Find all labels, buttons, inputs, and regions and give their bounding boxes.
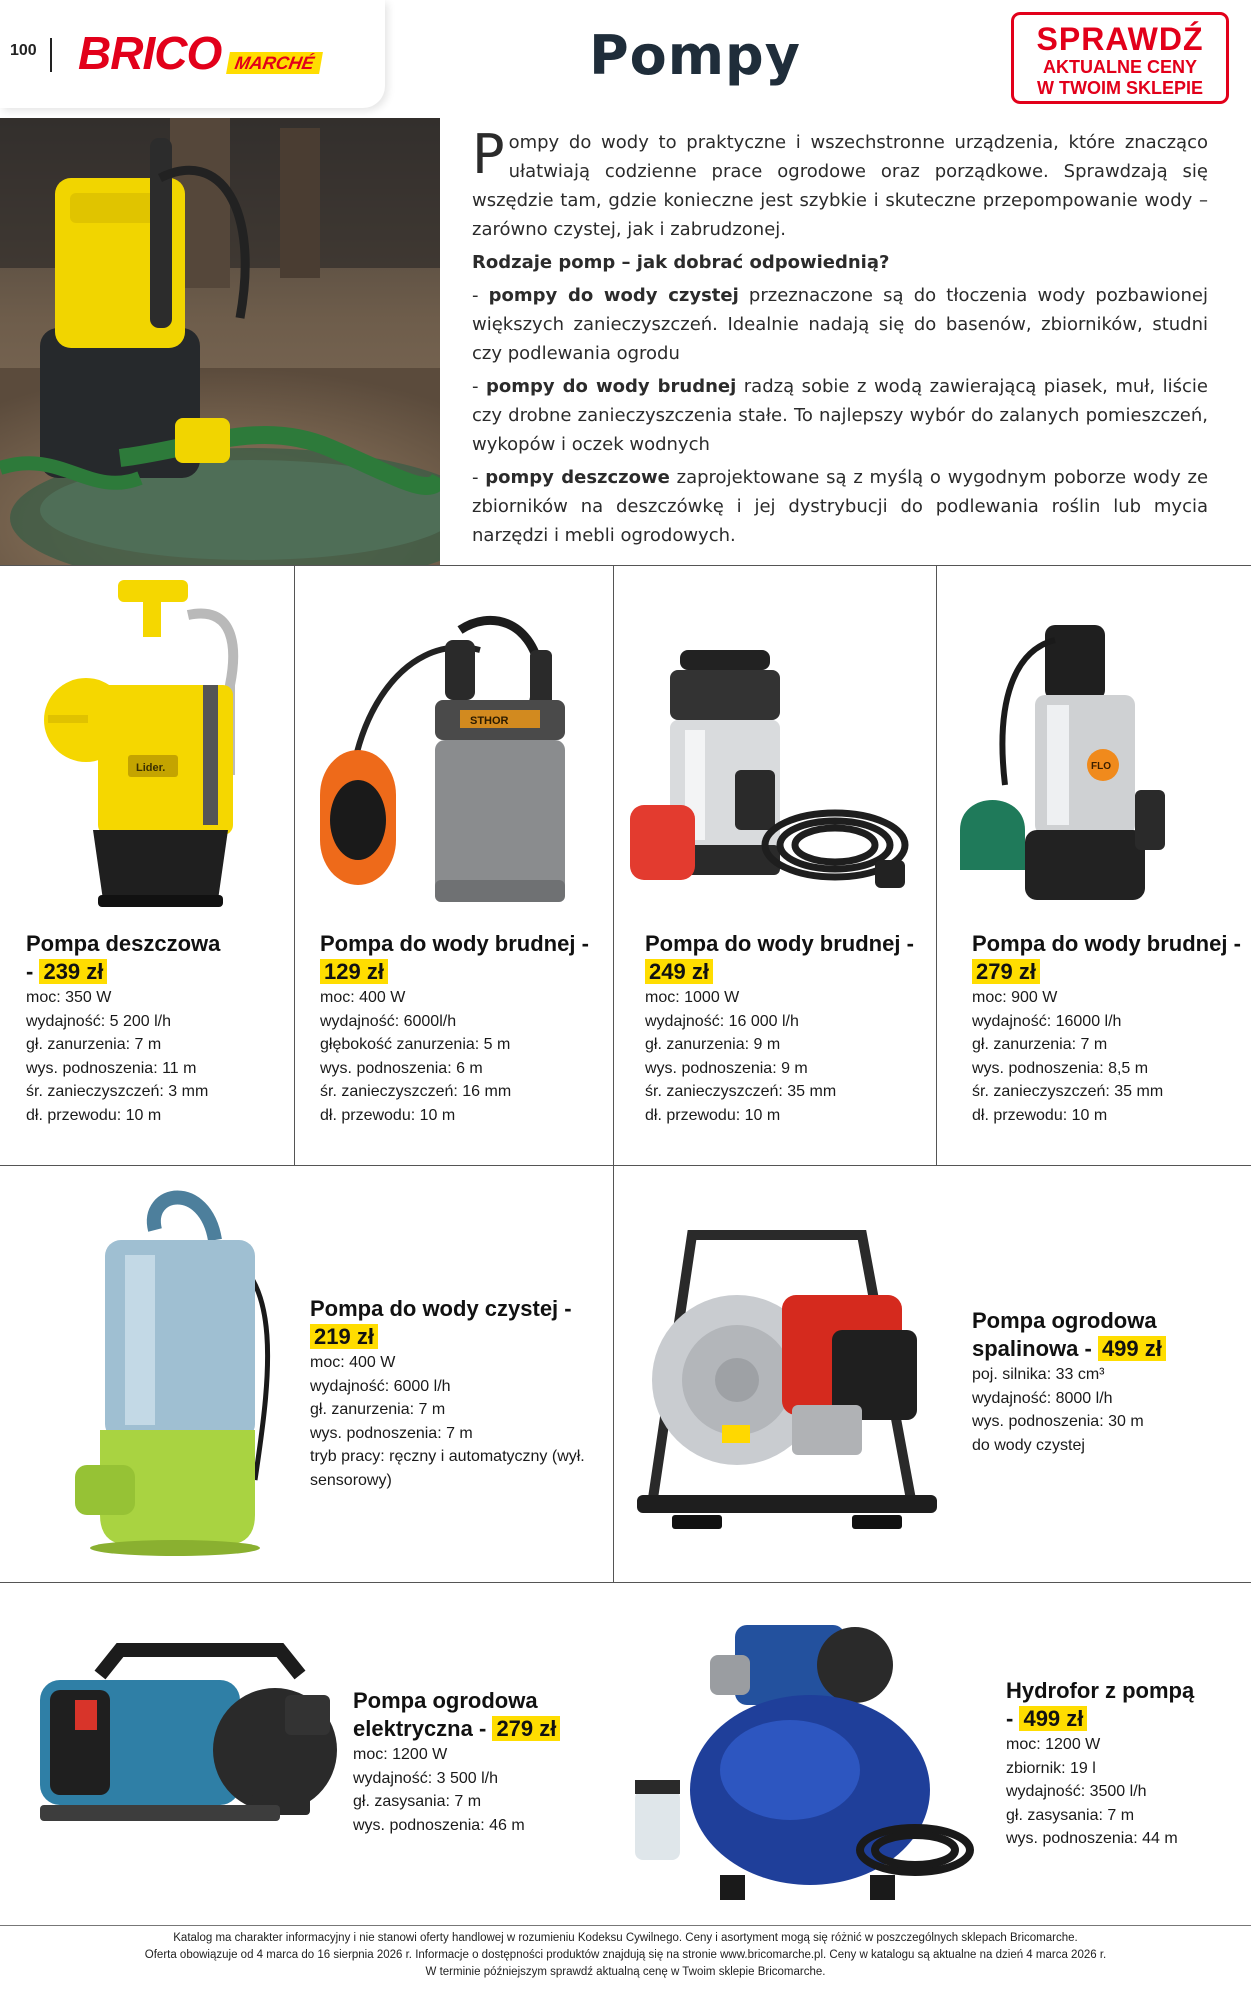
product-spec: moc: 350 W [26,989,112,1006]
product-name [645,930,930,986]
page-number-divider [50,38,52,72]
product-name-dash: - [906,931,914,956]
pump-type-dirty-water [472,372,1208,459]
product-image-petrol-pump [622,1195,952,1550]
intro-text [472,123,1209,554]
pump-type-label: pompy do wody czystej [488,285,739,306]
hero-photo-illustration [0,118,440,565]
product-name [320,930,605,986]
check-prices-line2: W TWOIM SKLEPIE [1037,78,1203,98]
brand-label: Lider. [136,762,166,774]
dirty-pump-flo-illustration [955,620,1195,910]
pump-type-label: pompy do wody brudnej [486,376,737,397]
product-price: 249 zł [645,959,713,984]
product-spec: dł. przewodu: 10 m [972,1106,1108,1124]
grid-divider [0,1165,1251,1166]
product-name-text: Pompa do wody czystej [310,1296,559,1321]
product-price: 499 zł [1019,1706,1087,1731]
product-name-text: Pompa do wody brudnej [320,931,576,956]
product-name-dash: - [581,931,589,956]
product-name-dash: - [1233,931,1241,956]
product-spec: głębokość zanurzenia: 5 m [320,1036,511,1053]
grid-divider [0,565,1251,566]
intro-heading: Rodzaje pomp – jak dobrać odpowiednią? [472,252,890,273]
product-name-text: Pompa ogrodowa spalinowa [972,1308,1157,1361]
grid-divider [613,566,614,1165]
product-spec: wys. podnoszenia: 6 m [320,1059,483,1077]
product-spec: wys. podnoszenia: 46 m [353,1816,525,1834]
product-spec: wys. podnoszenia: 44 m [1006,1830,1178,1847]
product-spec: wys. podnoszenia: 9 m [645,1059,808,1077]
pump-type-dash: - [472,376,486,397]
pump-type-label: pompy deszczowe [485,467,670,488]
brand-label: FLO [1091,761,1111,772]
product-image-rain-pump [38,575,253,915]
product-spec: wydajność: 8000 l/h [972,1389,1113,1407]
product-image-dirty-pump-flo [955,620,1195,910]
product-spec: dł. przewodu: 10 m [645,1106,781,1124]
product-spec: wydajność: 16 000 l/h [645,1012,799,1030]
product-image-dirty-pump-inox [625,645,915,905]
intro-dropcap: P [472,123,505,186]
page-header [0,0,1251,118]
product-spec: gł. zanurzenia: 7 m [310,1401,446,1418]
footer-line-1: Katalog ma charakter informacyjny i nie stanowi oferty handlowej w rozumieniu Kodeksu Cywilnego. Ceny i asortyment mogą się różnić w poszczególnych sklepach Bricomarche. [173,1932,1078,1944]
dirty-pump-inox-illustration [625,645,915,905]
product-image-clean-water-pump [55,1180,285,1560]
product-price: 239 zł [39,959,107,984]
product-spec: poj. silnika: 33 cm³ [972,1366,1105,1383]
check-prices-main: SPRAWDŹ [1036,21,1204,57]
product-name [353,1687,613,1743]
pump-type-description: przeznaczone są do tłoczenia wody pozbawionej większych zanieczyszczeń. Idealnie nadają się do basenów, zbiorników, studni czy podlewania ogrodu [472,285,1208,364]
product-spec: do wody czystej [972,1436,1085,1454]
brand-label: STHOR [470,715,509,727]
product-card-petrol-pump [972,1307,1242,1457]
product-spec: moc: 1200 W [1006,1736,1101,1753]
product-spec: wydajność: 3 500 l/h [353,1769,498,1787]
product-spec: dł. przewodu: 10 m [320,1106,456,1124]
product-card-dirty-pump-249 [645,930,930,1127]
pump-type-rain-water [472,463,1208,550]
product-spec: wys. podnoszenia: 8,5 m [972,1059,1149,1077]
hero-photo-pump-in-garden [0,118,440,565]
header-logo-tab [0,0,385,108]
product-spec: gł. zanurzenia: 7 m [972,1036,1108,1053]
product-name-dash: - [26,959,34,984]
product-spec: śr. zanieczyszczeń: 35 mm [645,1083,837,1100]
product-name [310,1295,610,1351]
product-spec: gł. zasysania: 7 m [353,1793,482,1810]
product-spec: wydajność: 3500 l/h [1006,1783,1147,1800]
page-number: 100 [10,42,37,59]
product-spec: wydajność: 6000l/h [320,1012,457,1030]
product-price: 499 zł [1098,1336,1166,1361]
product-spec: wydajność: 5 200 l/h [26,1012,171,1030]
product-spec: moc: 1200 W [353,1746,448,1763]
product-name-text: Hydrofor z pompą [1006,1678,1195,1703]
product-card-electric-garden-pump [353,1687,613,1837]
product-spec: śr. zanieczyszczeń: 16 mm [320,1083,512,1100]
product-image-electric-garden-pump [20,1635,345,1845]
logo-brico-text: BRICO [78,27,222,79]
product-spec: wys. podnoszenia: 30 m [972,1413,1144,1430]
intro-paragraph [472,123,1208,244]
product-spec: śr. zanieczyszczeń: 3 mm [26,1083,209,1100]
product-spec: gł. zasysania: 7 m [1006,1806,1135,1824]
product-name-text: Pompa ogrodowa elektryczna [353,1688,538,1741]
product-card-rain-pump [26,930,286,1127]
hydrophore-illustration [625,1605,980,1910]
product-price: 219 zł [310,1324,378,1349]
product-name-text: Pompa deszczowa [26,931,221,956]
product-name [972,1307,1242,1363]
product-price: 279 zł [972,959,1040,984]
product-card-hydrophore [1006,1677,1246,1851]
footer-line-2: Oferta obowiązuje od 4 marca do 16 sierpnia 2026 r. Informacje o dostępności produktów znajdują się na stronie www.bricomarche.pl. Ceny w katalogu są aktualne na dzień 4 marca 2026 r. [144,1949,1107,1961]
grid-divider [936,566,937,1165]
product-spec: moc: 400 W [310,1354,396,1371]
product-name [26,930,286,986]
product-image-hydrophore [625,1605,980,1910]
product-price: 129 zł [320,959,388,984]
product-spec: tryb pracy: ręczny i automatyczny (wył. sensorowy) [310,1448,585,1489]
product-spec: moc: 400 W [320,989,406,1006]
product-spec: wydajność: 6000 l/h [310,1377,451,1395]
product-name-text: Pompa do wody brudnej [645,931,901,956]
product-name-text: Pompa do wody brudnej [972,931,1228,956]
logo-marche-text: MARCHÉ [226,52,323,74]
legal-footer [20,1930,1231,1981]
product-name [972,930,1242,986]
grid-divider [294,566,295,1165]
product-name-dash: - [478,1716,487,1741]
product-spec: gł. zanurzenia: 9 m [645,1036,781,1053]
product-spec: gł. zanurzenia: 7 m [26,1036,162,1053]
page-title: Pompy [589,24,801,87]
product-spec: zbiornik: 19 l [1006,1759,1096,1777]
footer-divider [0,1925,1251,1926]
product-name-dash: - [1084,1336,1092,1361]
product-spec: śr. zanieczyszczeń: 35 mm [972,1083,1164,1100]
grid-divider [0,1582,1251,1583]
dirty-pump-gray-illustration [310,610,600,910]
bricomarche-logo [78,28,348,82]
check-prices-line1: AKTUALNE CENY [1042,57,1197,77]
footer-line-3: W terminie późniejszym sprawdź aktualną cenę w Twoim sklepie Bricomarche. [425,1966,826,1978]
product-spec: dł. przewodu: 10 m [26,1106,162,1124]
grid-divider [613,1166,614,1582]
electric-garden-pump-illustration [20,1635,345,1845]
clean-water-pump-illustration [55,1180,285,1560]
product-spec: wys. podnoszenia: 11 m [26,1059,197,1077]
product-name-dash: - [564,1296,572,1321]
intro-paragraph-text: ompy do wody to praktyczne i wszechstronne urządzenia, które znacząco ułatwiają codzienne prace ogrodowe oraz porządkowe. Sprawdzają się wszędzie tam, gdzie konieczne jest szybkie i skuteczne przepompowanie wody – zarówno czystej, jak i zabrudzonej. [472,132,1208,240]
product-card-clean-water-pump [310,1295,610,1492]
product-spec: moc: 1000 W [645,989,740,1006]
product-spec: wys. podnoszenia: 7 m [310,1424,473,1442]
product-spec: moc: 900 W [972,989,1058,1006]
product-name [1006,1677,1246,1733]
product-price: 279 zł [492,1716,560,1741]
rain-pump-illustration [38,575,253,915]
product-spec: wydajność: 16000 l/h [972,1012,1122,1030]
product-name-dash: - [1006,1706,1014,1731]
pump-type-dash: - [472,467,486,488]
pump-type-description: radzą sobie z wodą zawierającą piasek, muł, liście czy drobne zanieczyszczenia stałe. To najlepszy wybór do zalanych pomieszczeń, wykopów i oczek wodnych [472,376,1208,455]
pump-type-clean-water [472,281,1208,368]
product-card-dirty-pump-279 [972,930,1242,1127]
product-card-dirty-pump-129 [320,930,605,1127]
check-prices-badge [1011,12,1229,104]
pump-type-dash: - [472,285,489,306]
product-image-dirty-pump-gray [310,610,600,910]
pump-type-description: zaprojektowane są z myślą o wygodnym poborze wody ze zbiorników na deszczówkę i jej dystrybucji do podlewania roślin lub mycia narzędzi i mebli ogrodowych. [472,467,1209,546]
petrol-pump-illustration [622,1195,952,1550]
